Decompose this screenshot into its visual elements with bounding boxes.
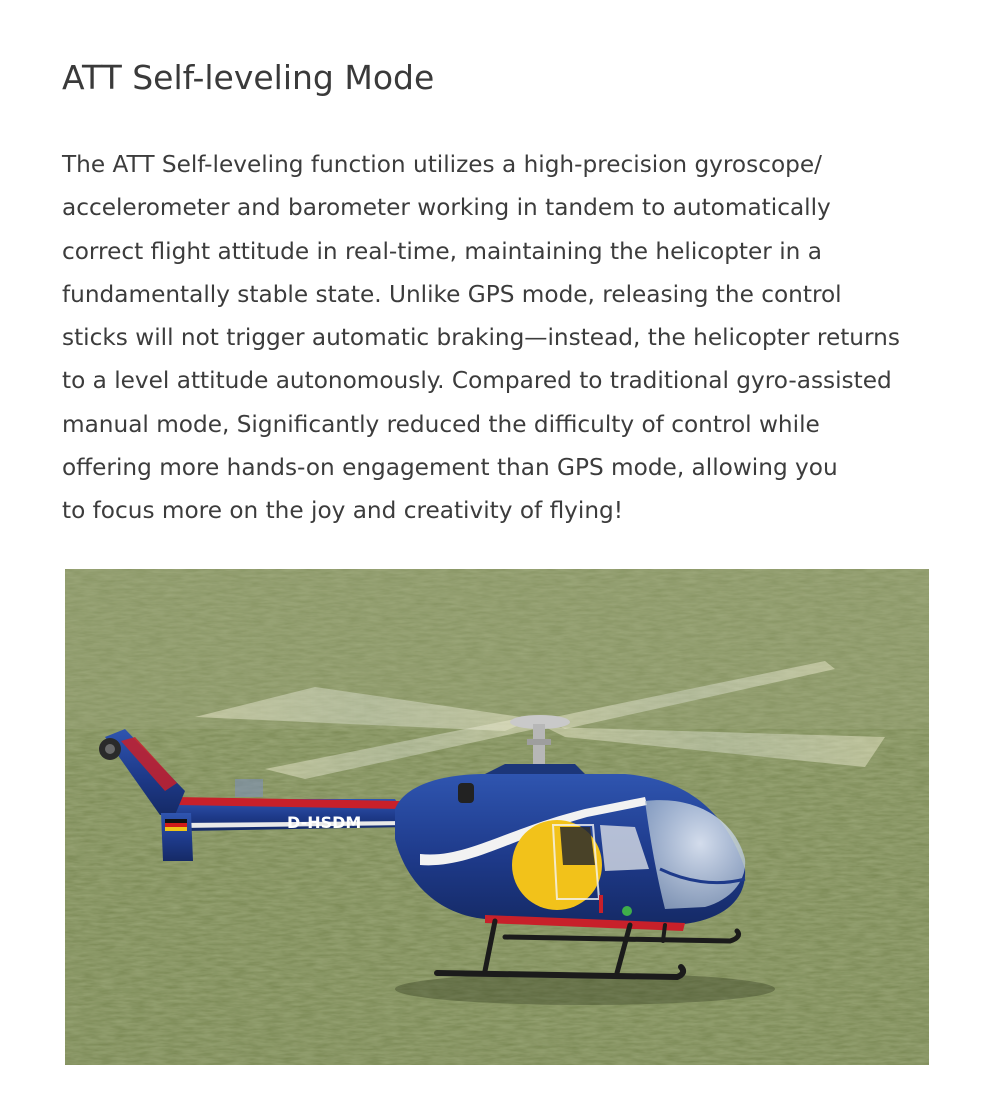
registration-label: D-HSDM: [287, 813, 362, 832]
paragraph-line: sticks will not trigger automatic braking—instead, the helicopter returns: [62, 324, 900, 352]
helicopter-photo: [65, 569, 929, 1065]
section-title: ATT Self-leveling Mode: [62, 58, 435, 97]
paragraph-line: to focus more on the joy and creativity of flying!: [62, 497, 624, 525]
paragraph-line: offering more hands-on engagement than GPS mode, allowing you: [62, 454, 838, 482]
paragraph-line: correct flight attitude in real-time, maintaining the helicopter in a: [62, 237, 822, 265]
paragraph-line: accelerometer and barometer working in tandem to automatically: [62, 194, 831, 222]
paragraph-line: fundamentally stable state. Unlike GPS mode, releasing the control: [62, 280, 842, 308]
description-paragraph: [62, 143, 900, 533]
paragraph-line: The ATT Self-leveling function utilizes a high-precision gyroscope/: [62, 151, 822, 178]
paragraph-line: to a level attitude autonomously. Compared to traditional gyro-assisted: [62, 367, 892, 395]
paragraph-line: manual mode, Significantly reduced the difficulty of control while: [62, 410, 820, 438]
helicopter-illustration: [65, 569, 929, 1065]
